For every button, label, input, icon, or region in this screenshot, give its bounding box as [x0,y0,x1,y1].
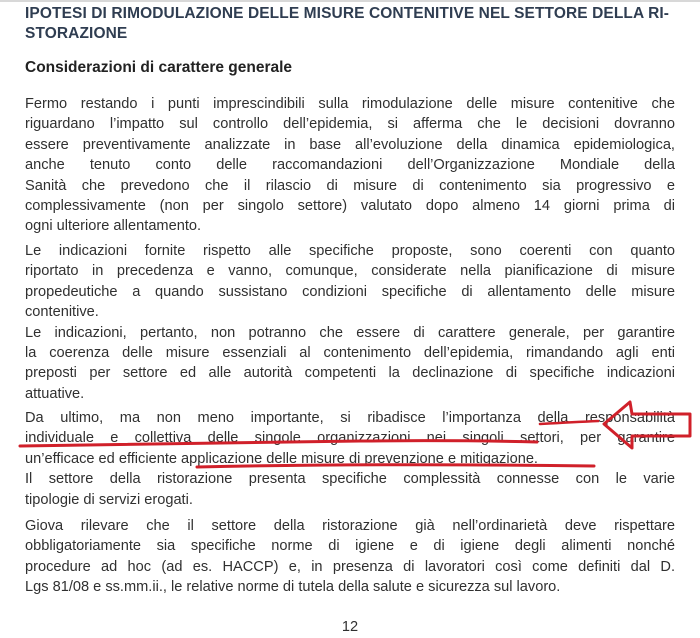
title-line: STORAZIONE [25,25,128,42]
text-line: la coerenza delle misure essenziali al contenimento dell’epidemia, rimandando agli enti [25,345,675,362]
paragraph-4 [25,516,675,598]
paragraph-2 [25,241,675,404]
text-line: Sanità che prevedono che il rilascio di misure di contenimento sia progressivo e [25,177,675,194]
text-line: anche tenuto conto delle raccomandazioni dell’Organizzazione Mondiale della [25,157,675,174]
text-line: attuative. [25,385,85,402]
text-line: tipologie di servizi erogati. [25,491,193,508]
subheading: Considerazioni di carattere generale [25,59,293,76]
text-line: Fermo restando i punti imprescindibili sulla rimodulazione delle misure contenitive che [25,96,675,112]
text-line: riguardano l’impatto sul controllo dell’epidemia, si afferma che le decisioni dovranno [25,116,675,133]
text-line: complessivamente (non per singolo settore) valutato dopo almeno 14 giorni prima di [25,198,675,215]
page-top-edge [0,0,700,2]
text-line: riportato in precedenza e vanno, comunque, considerate nella pianificazione di misure [25,263,675,280]
page-number: 12 [341,619,359,635]
paragraph-1 [25,94,675,237]
text-line: Da ultimo, ma non meno importante, si ribadisce l’importanza della responsabilità [25,410,675,426]
text-line: un’efficace ed efficiente applicazione delle misure di prevenzione e mitigazione. [25,450,538,467]
text-line: Lgs 81/08 e ss.mm.ii., le relative norme di tutela della salute e sicurezza sul lavoro. [25,579,561,596]
text-line: essere preventivamente analizzate in base all’evoluzione della dinamica epidemiologica, [25,136,675,153]
text-line: propedeutiche a quando sussistano condizioni specifiche di allentamento delle misure [25,283,675,300]
text-line: procedure ad hoc (ad es. HACCP) e, in presenza di lavoratori così come definiti dal D. [25,558,675,575]
section-title [25,4,675,44]
text-line: Le indicazioni, pertanto, non potranno che essere di carattere generale, per garantire [25,324,675,341]
text-line: Giova rilevare che il settore della ristorazione già nell’ordinarietà deve rispettare [25,518,675,534]
text-line: preposti per settore ed alle autorità competenti la declinazione di specifiche indicazioni [25,365,675,382]
text-line: obbligatoriamente sia specifiche norme di igiene e di igiene degli alimenti nonché [25,538,675,555]
text-line: Il settore della ristorazione presenta specifiche complessità connesse con le varie [25,471,675,488]
text-line: individuale e collettiva delle singole organizzazioni nei singoli settori, per garantire [25,430,675,447]
text-line: contenitive. [25,304,99,321]
title-line: IPOTESI DI RIMODULAZIONE DELLE MISURE CONTENITIVE NEL SETTORE DELLA RI- [25,5,670,22]
text-line: ogni ulteriore allentamento. [25,218,202,235]
text-line: Le indicazioni fornite rispetto alle specifiche proposte, sono coerenti con quanto [25,243,675,259]
paragraph-3 [25,408,675,510]
